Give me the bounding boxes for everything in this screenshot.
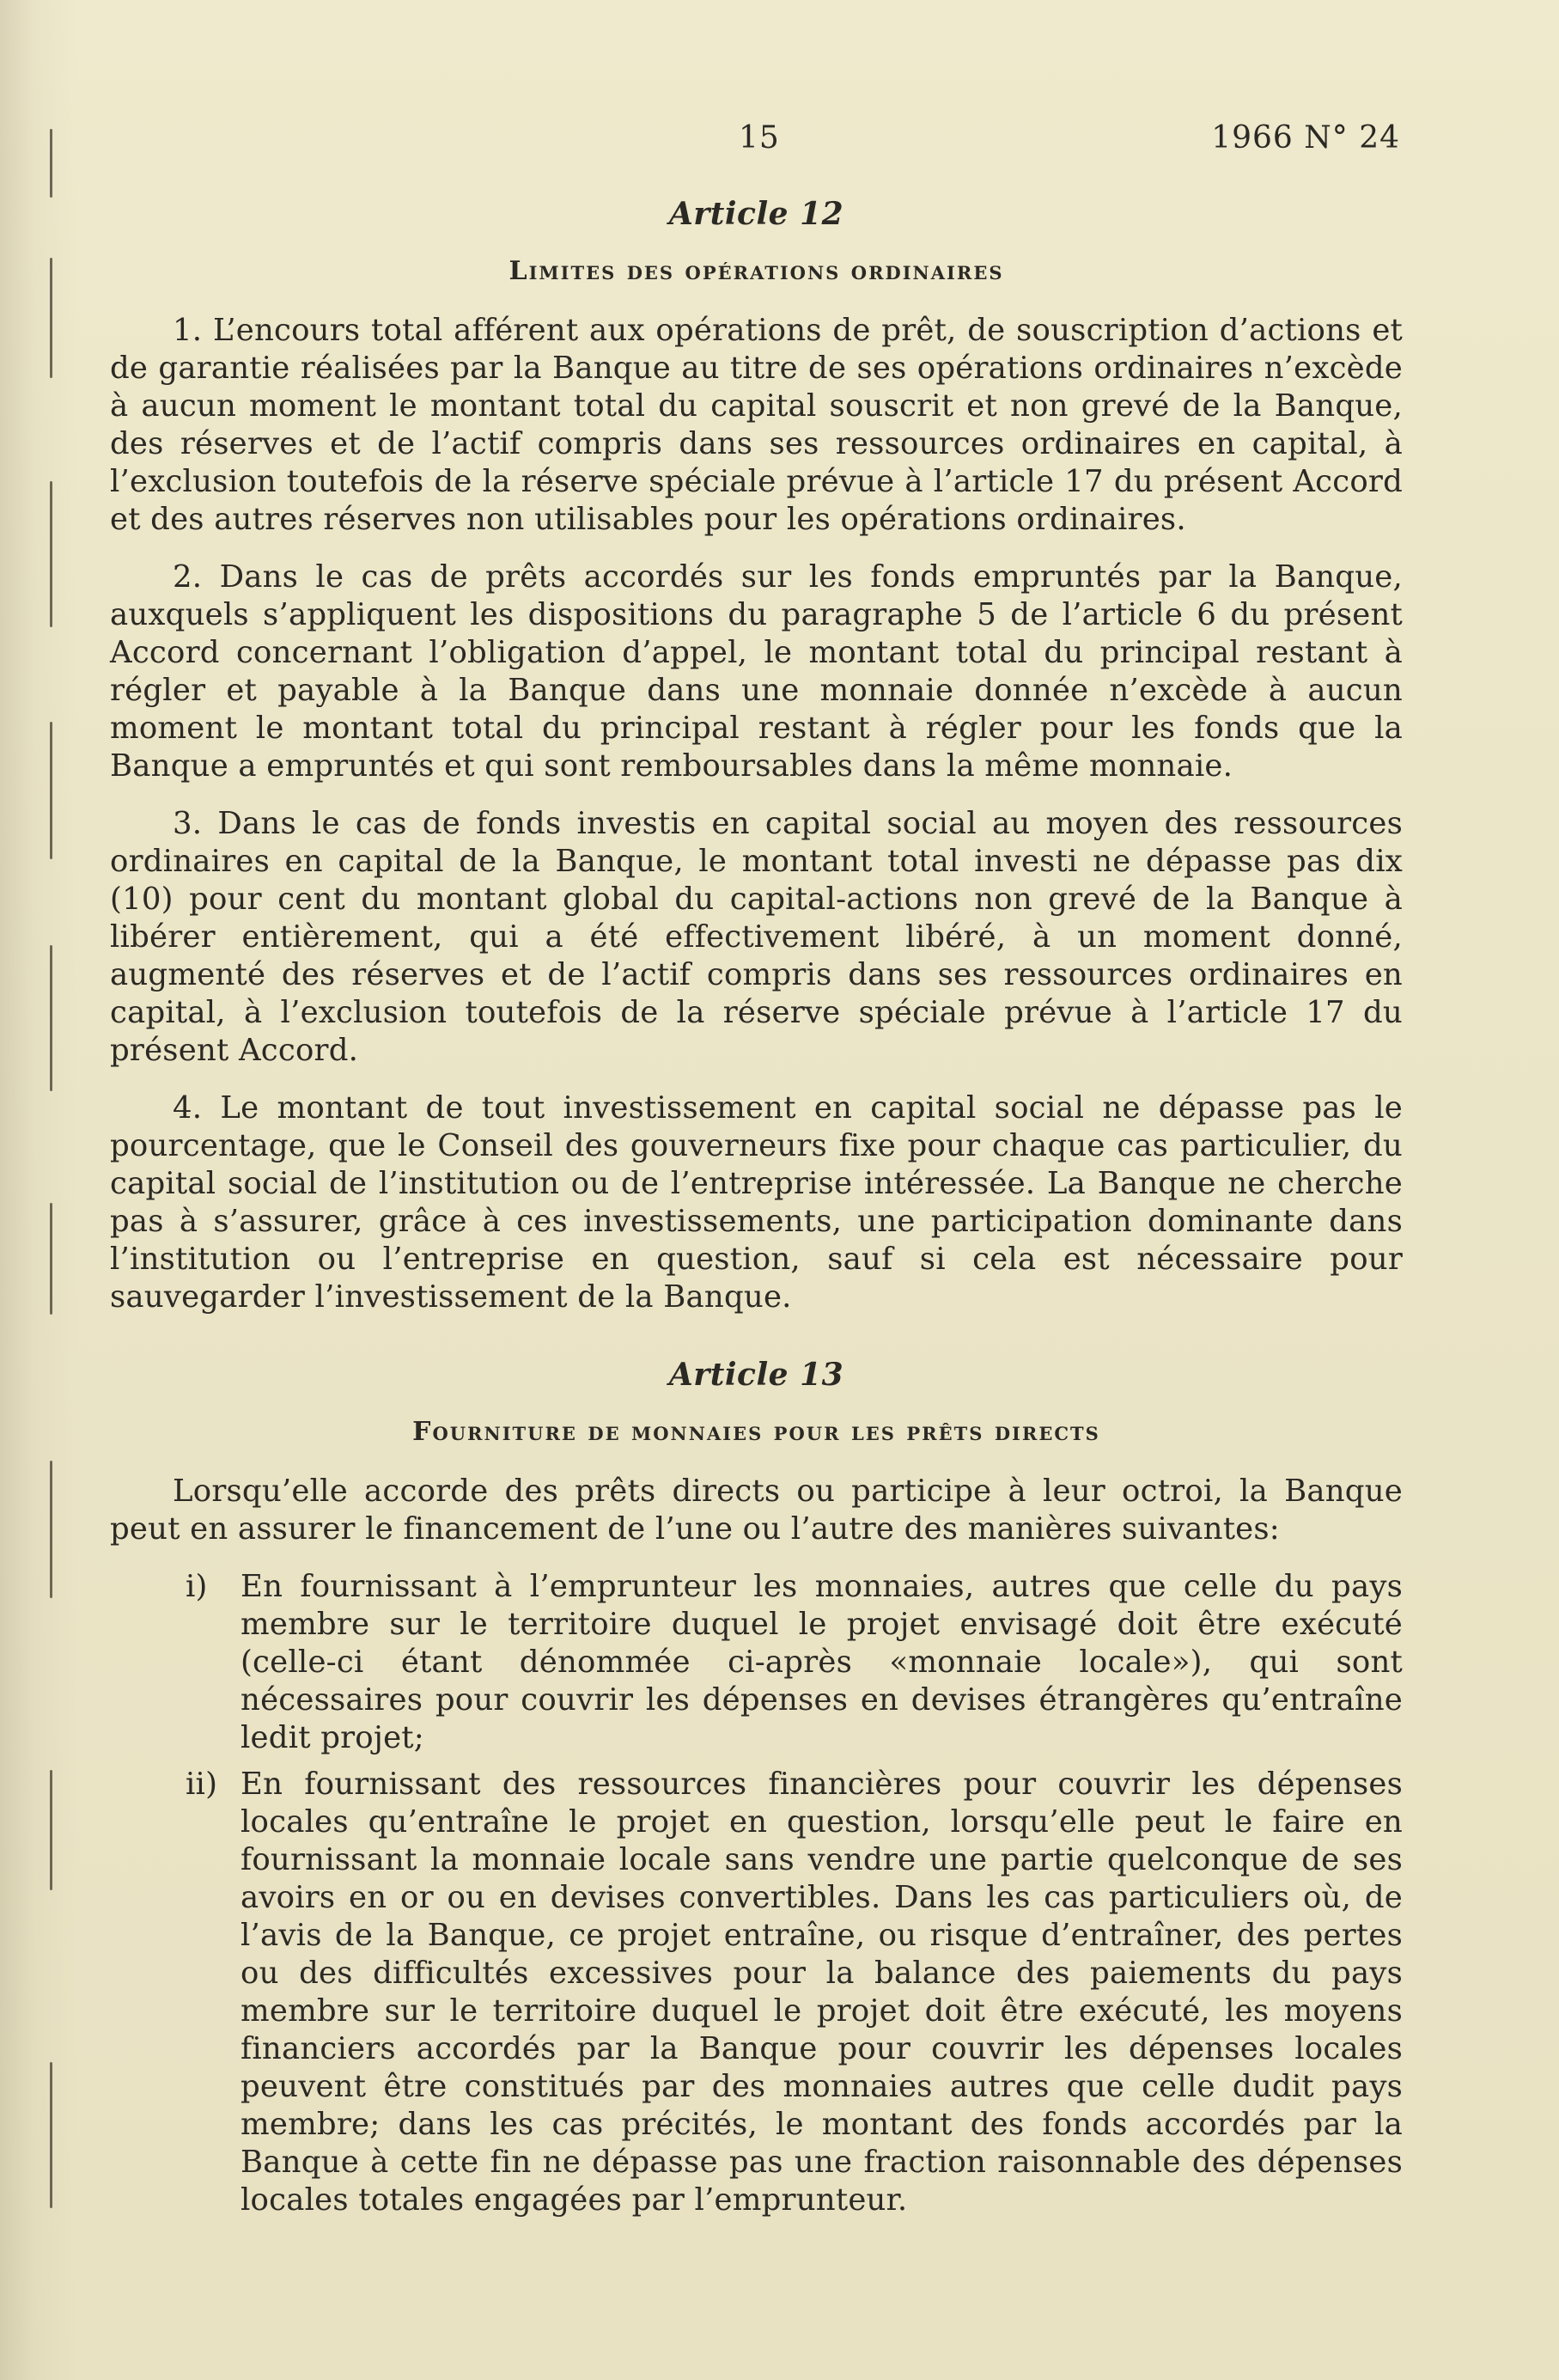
page-body [110, 196, 1403, 2228]
article-13 [110, 1357, 1403, 2219]
page-number: 15 [739, 120, 780, 156]
list-item [110, 1766, 1403, 2219]
list-item-marker: i) [186, 1569, 208, 1604]
binding-edge-mark [50, 481, 52, 627]
binding-edge-mark [50, 1461, 52, 1598]
article-12-paragraph-4: 4. Le montant de tout investissement en capital social ne dépasse pas le pourcentage, que le Conseil des gouverneurs fixe pour chaque cas particulier, du capital social de l’institution ou de l’entreprise intéressée. La Banque ne cherche pas à s’assurer, grâce à ces investissements, une participation dominante dans l’institution ou l’entreprise en question, sauf si cela est nécessaire pour sauvegarder l’investissement de la Banque. [110, 1090, 1403, 1315]
article-12 [110, 196, 1403, 1316]
binding-edge-mark [50, 1203, 52, 1315]
list-item-text: En fournissant à l’emprunteur les monnaies, autres que celle du pays membre sur le territoire duquel le projet envisagé doit être exécuté (celle-ci étant dénommée ci-après «monnaie locale»), qui sont nécessaires pour couvrir les dépenses en devises étrangères qu’entraîne ledit projet; [241, 1569, 1403, 1755]
page-header [0, 120, 1559, 163]
binding-edge-mark [50, 722, 52, 859]
list-item-marker: ii) [186, 1767, 218, 1802]
article-12-paragraph-3: 3. Dans le cas de fonds investis en capital social au moyen des ressources ordinaires en capital de la Banque, le montant total investi ne dépasse pas dix (10) pour cent du montant global du capital-actions non grevé de la Banque à libérer entièrement, qui a été effectivement libéré, à un moment donné, augmenté des réserves et de l’actif compris dans ses ressources ordinaires en capital, à l’exclusion toutefois de la réserve spéciale prévue à l’article 17 du présent Accord. [110, 806, 1403, 1068]
binding-edge-mark [50, 2062, 52, 2208]
list-item [110, 1568, 1403, 1757]
article-13-list [110, 1568, 1403, 2219]
article-13-title: Article 13 [668, 1357, 844, 1393]
article-13-heading: Fourniture de monnaies pour les prêts directs [412, 1417, 1100, 1447]
section-spacer [110, 1336, 1403, 1357]
article-12-title: Article 12 [668, 196, 844, 232]
article-12-paragraph-1: 1. L’encours total afférent aux opérations de prêt, de souscription d’actions et de garantie réalisées par la Banque au titre de ses opérations ordinaires n’excède à aucun moment le montant total du capital souscrit et non grevé de la Banque, des réserves et de l’actif compris dans ses ressources ordinaires en capital, à l’exclusion toutefois de la réserve spéciale prévue à l’article 17 du présent Accord et des autres réserves non utilisables pour les opérations ordinaires. [110, 313, 1403, 537]
article-12-paragraph-2: 2. Dans le cas de prêts accordés sur les fonds empruntés par la Banque, auxquels s’appliquent les dispositions du paragraphe 5 de l’article 6 du présent Accord concernant l’obligation d’appel, le montant total du principal restant à régler et payable à la Banque dans une monnaie donnée n’excède à aucun moment le montant total du principal restant à régler pour les fonds que la Banque a empruntés et qui sont remboursables dans la même monnaie. [110, 559, 1403, 784]
article-13-intro: Lorsqu’elle accorde des prêts directs ou participe à leur octroi, la Banque peut en assurer le financement de l’une ou l’autre des manières suivantes: [110, 1474, 1403, 1547]
binding-edge-mark [50, 1770, 52, 1890]
binding-edge-mark [50, 945, 52, 1091]
list-item-text: En fournissant des ressources financières pour couvrir les dépenses locales qu’entraîne le projet en question, lorsqu’elle peut le faire en fournissant la monnaie locale sans vendre une partie quelconque de ses avoirs en or ou en devises convertibles. Dans les cas particuliers où, de l’avis de la Banque, ce projet entraîne, ou risque d’entraîner, des pertes ou des difficultés excessives pour la balance des paiements du pays membre sur le territoire duquel le projet doit être exécuté, les moyens financiers accordés par la Banque pour couvrir les dépenses locales peuvent être constitués par des monnaies autres que celle dudit pays membre; dans les cas précités, le montant des fonds accordés par la Banque à cette fin ne dépasse pas une fraction raisonnable des dépenses locales totales engagées par l’emprunteur. [241, 1767, 1403, 2218]
binding-edge-mark [50, 258, 52, 378]
document-reference: 1966 N° 24 [1211, 120, 1400, 156]
article-12-heading: Limites des opérations ordinaires [509, 256, 1004, 286]
